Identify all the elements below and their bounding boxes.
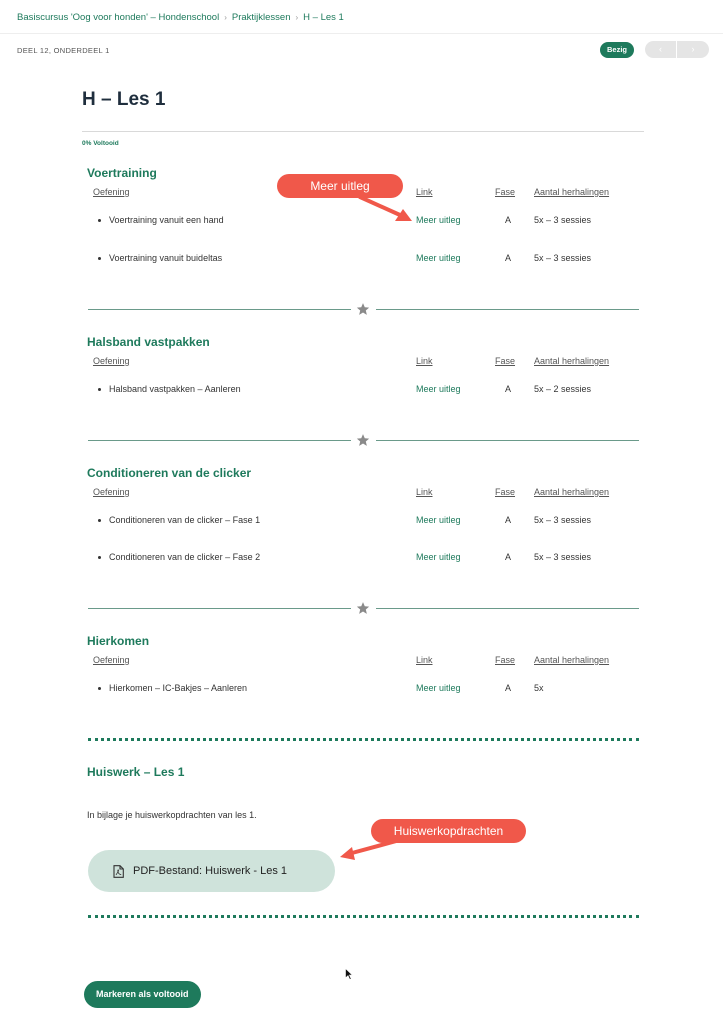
- table-row: [87, 552, 640, 566]
- section-title: Conditioneren van de clicker: [87, 466, 252, 480]
- star-divider: [88, 601, 639, 615]
- breadcrumb-separator: ›: [295, 13, 299, 22]
- divider-line: [376, 309, 639, 310]
- section-title: Hierkomen: [87, 634, 150, 648]
- table-row: [87, 683, 640, 697]
- exercise-name: Hierkomen – IC-Bakjes – Aanleren: [109, 683, 248, 693]
- exercise-phase: A: [505, 215, 512, 225]
- header-divider: [0, 33, 723, 34]
- header-link: Link: [416, 356, 433, 366]
- star-icon: [356, 601, 370, 615]
- exercise-reps: 5x – 3 sessies: [534, 515, 592, 525]
- breadcrumb-separator: ›: [224, 13, 227, 22]
- header-exercise: Oefening: [93, 187, 130, 197]
- more-info-link[interactable]: Meer uitleg: [416, 552, 461, 562]
- exercise-reps: 5x – 3 sessies: [534, 215, 592, 225]
- header-phase: Fase: [495, 655, 516, 665]
- header-reps: Aantal herhalingen: [534, 655, 610, 665]
- breadcrumb-practical-lessons[interactable]: Praktijklessen: [231, 12, 291, 23]
- annotation-callout-more-info: Meer uitleg: [277, 174, 403, 198]
- header-exercise: Oefening: [93, 655, 130, 665]
- header-link: Link: [416, 655, 433, 665]
- previous-lesson-button[interactable]: ‹: [645, 41, 677, 58]
- header-phase: Fase: [495, 356, 516, 366]
- exercise-name: Conditioneren van de clicker – Fase 1: [109, 515, 261, 525]
- table-row: [87, 253, 640, 267]
- header-reps: Aantal herhalingen: [534, 187, 610, 197]
- header-link: Link: [416, 187, 433, 197]
- breadcrumb: [17, 12, 344, 23]
- header-reps: Aantal herhalingen: [534, 356, 610, 366]
- breadcrumb-course[interactable]: Basiscursus 'Oog voor honden' – Hondenschool: [17, 12, 220, 23]
- table-row: [87, 515, 640, 529]
- progress-text: 0% Voltooid: [82, 140, 119, 147]
- bullet-icon: [98, 219, 101, 222]
- pdf-file-icon: [113, 865, 124, 878]
- table-row: [87, 384, 640, 398]
- exercise-phase: A: [505, 515, 512, 525]
- annotation-callout-homework: Huiswerkopdrachten: [371, 819, 526, 843]
- bullet-icon: [98, 687, 101, 690]
- star-icon: [356, 302, 370, 316]
- exercise-name: Conditioneren van de clicker – Fase 2: [109, 552, 261, 562]
- pdf-button-label: PDF-Bestand: Huiswerk - Les 1: [133, 865, 288, 877]
- exercise-reps: 5x: [534, 683, 544, 693]
- more-info-link[interactable]: Meer uitleg: [416, 215, 461, 225]
- more-info-link[interactable]: Meer uitleg: [416, 253, 461, 263]
- next-lesson-button[interactable]: ›: [677, 41, 709, 58]
- bullet-icon: [98, 388, 101, 391]
- divider-line: [376, 608, 639, 609]
- header-link: Link: [416, 487, 433, 497]
- divider-line: [88, 608, 351, 609]
- exercise-reps: 5x – 3 sessies: [534, 552, 592, 562]
- header-phase: Fase: [495, 187, 516, 197]
- bullet-icon: [98, 519, 101, 522]
- table-row: [87, 215, 640, 229]
- section-label: DEEL 12, ONDERDEEL 1: [17, 46, 110, 55]
- homework-text: In bijlage je huiswerkopdrachten van les 1.: [87, 810, 257, 820]
- dotted-divider: [88, 915, 639, 918]
- page-title: H – Les 1: [82, 89, 166, 110]
- section-title: Voertraining: [87, 166, 157, 180]
- breadcrumb-current[interactable]: H – Les 1: [303, 12, 344, 23]
- header-reps: Aantal herhalingen: [534, 487, 610, 497]
- dotted-divider: [88, 738, 639, 741]
- bullet-icon: [98, 556, 101, 559]
- star-divider: [88, 302, 639, 316]
- divider-line: [376, 440, 639, 441]
- exercise-reps: 5x – 2 sessies: [534, 384, 592, 394]
- lesson-pager: [645, 41, 709, 58]
- exercise-name: Halsband vastpakken – Aanleren: [109, 384, 241, 394]
- header-phase: Fase: [495, 487, 516, 497]
- exercise-name: Voertraining vanuit buideltas: [109, 253, 223, 263]
- divider-line: [88, 309, 351, 310]
- exercise-phase: A: [505, 384, 512, 394]
- more-info-link[interactable]: Meer uitleg: [416, 683, 461, 693]
- mouse-cursor-icon: [345, 968, 353, 980]
- exercise-name: Voertraining vanuit een hand: [109, 215, 224, 225]
- header-exercise: Oefening: [93, 487, 130, 497]
- header-exercise: Oefening: [93, 356, 130, 366]
- more-info-link[interactable]: Meer uitleg: [416, 384, 461, 394]
- exercise-phase: A: [505, 683, 512, 693]
- exercise-phase: A: [505, 552, 512, 562]
- homework-title: Huiswerk – Les 1: [87, 765, 185, 779]
- divider-line: [88, 440, 351, 441]
- section-title: Halsband vastpakken: [87, 335, 210, 349]
- mark-complete-button[interactable]: Markeren als voltooid: [84, 981, 201, 1008]
- more-info-link[interactable]: Meer uitleg: [416, 515, 461, 525]
- pdf-download-button[interactable]: [88, 850, 335, 892]
- bullet-icon: [98, 257, 101, 260]
- progress-bar: [82, 131, 644, 132]
- exercise-phase: A: [505, 253, 512, 263]
- status-badge: Bezig: [600, 42, 634, 58]
- star-divider: [88, 433, 639, 447]
- exercise-reps: 5x – 3 sessies: [534, 253, 592, 263]
- star-icon: [356, 433, 370, 447]
